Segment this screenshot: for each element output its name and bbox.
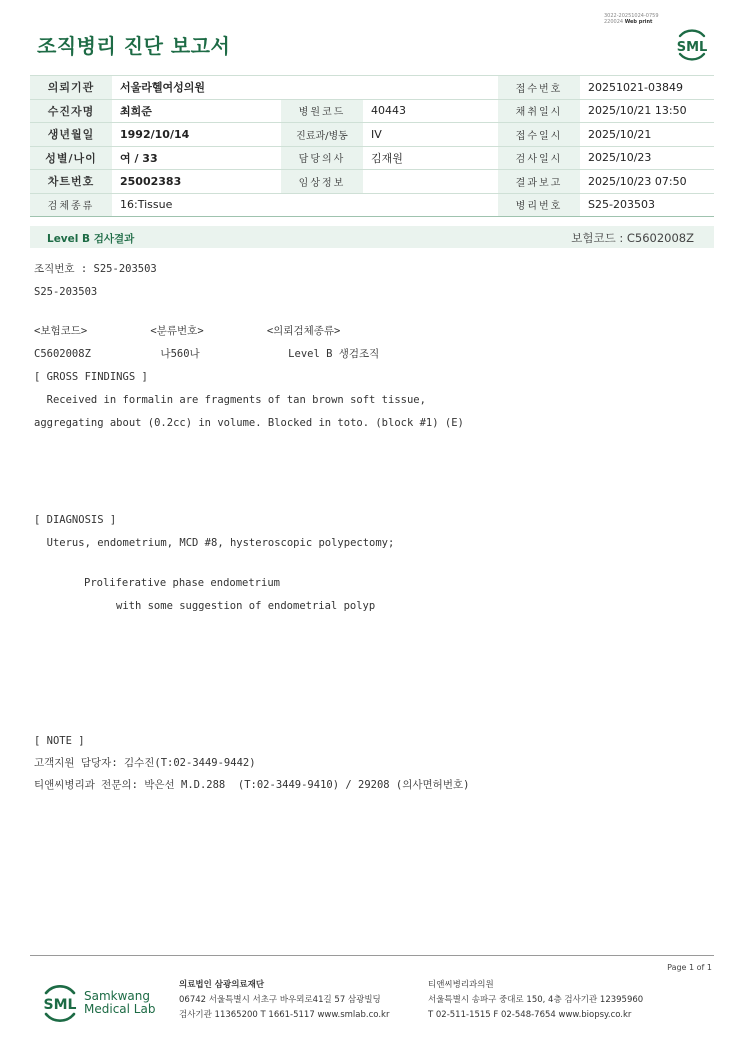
- value-department: IV: [363, 123, 498, 147]
- info-row-birth: [30, 123, 714, 147]
- brand-name-line1: Samkwang: [84, 989, 150, 1003]
- value-birth-date: 1992/10/14: [112, 123, 281, 147]
- value-sex-age: 여 / 33: [112, 146, 281, 170]
- value-clinical-info: [363, 170, 498, 194]
- label-doctor: 담당의사: [281, 146, 363, 170]
- footer-tnc-contact: T 02-511-1515 F 02-548-7654 www.biopsy.co.kr: [428, 1010, 632, 1020]
- footer-samkwang-contact: 검사기관 11365200 T 1661-5117 www.smlab.co.kr: [179, 1010, 390, 1020]
- value-hospital-code: 40443: [363, 99, 498, 123]
- label-pathology-no: 병리번호: [498, 193, 580, 217]
- footer-tnc-address: 서울특별시 송파구 중대로 150, 4층 검사기관 12395960: [428, 995, 644, 1005]
- footer-samkwang-address: 06742 서울특별시 서초구 바우뫼로41길 57 삼광빌딩: [179, 995, 381, 1005]
- label-birth-date: 생년월일: [30, 123, 112, 147]
- tissue-number: S25-203503: [34, 286, 98, 298]
- document-code: [604, 13, 659, 25]
- gross-findings-line2: aggregating about (0.2cc) in volume. Blocked in toto. (block #1) (E): [34, 417, 464, 429]
- footer-tnc-name: 티앤씨병리과의원: [428, 980, 494, 990]
- label-chart-no: 차트번호: [30, 170, 112, 194]
- footer-divider: [30, 955, 714, 956]
- page-title: 조직병리 진단 보고서: [37, 34, 231, 58]
- label-received-date: 접수일시: [498, 123, 580, 147]
- brand-name: [84, 990, 155, 1016]
- patient-info-table: [30, 75, 714, 217]
- value-specimen-type: 16:Tissue: [112, 193, 281, 217]
- section-title: Level B 검사결과: [47, 233, 135, 245]
- value-receipt-no: 20251021-03849: [580, 76, 714, 100]
- gross-findings-title: [ GROSS FINDINGS ]: [34, 371, 148, 383]
- value-chart-no: 25002383: [112, 170, 281, 194]
- note-line-1: 고객지원 담당자: 김수진(T:02-3449-9442): [34, 757, 256, 769]
- value-report-date: 2025/10/23 07:50: [580, 170, 714, 194]
- info-row-sex: [30, 146, 714, 170]
- label-collection-date: 채취일시: [498, 99, 580, 123]
- document-code-line1: 3022-20251024-0759: [604, 13, 659, 19]
- sml-logo: [672, 26, 712, 62]
- diagnosis-line: Uterus, endometrium, MCD #8, hysteroscopic polypectomy;: [34, 537, 395, 549]
- code-headers: <보험코드> <분류번호> <의뢰검체종류>: [34, 325, 341, 337]
- samkwang-logo-text: SML: [43, 997, 77, 1013]
- diagnosis-result-1: Proliferative phase endometrium: [84, 577, 280, 589]
- note-line-2: 티앤씨병리과 전문의: 박은선 M.D.288 (T:02-3449-9410) / 29208 (의사면허번호): [34, 779, 470, 791]
- sml-logo-text: SML: [676, 40, 708, 55]
- page-number: Page 1 of 1: [667, 963, 712, 972]
- info-row-chart: [30, 170, 714, 194]
- footer-samkwang-info: [179, 978, 389, 1023]
- value-received-date: 2025/10/21: [580, 123, 714, 147]
- info-row-patient: [30, 99, 714, 123]
- label-receipt-no: 접수번호: [498, 76, 580, 100]
- label-specimen-type: 검체종류: [30, 193, 112, 217]
- result-section-header: [30, 226, 714, 248]
- value-patient-name: 최희준: [112, 99, 281, 123]
- footer-samkwang-name: 의료법인 삼광의료재단: [179, 980, 265, 990]
- label-sex-age: 성별/나이: [30, 146, 112, 170]
- value-institution: 서울라헬여성의원: [112, 76, 281, 100]
- value-doctor: 김재원: [363, 146, 498, 170]
- note-title: [ NOTE ]: [34, 735, 85, 747]
- tissue-number-line: 조직번호 : S25-203503: [34, 263, 157, 275]
- label-clinical-info: 임상정보: [281, 170, 363, 194]
- label-patient-name: 수진자명: [30, 99, 112, 123]
- label-report-date: 결과보고: [498, 170, 580, 194]
- brand-name-line2: Medical Lab: [84, 1002, 156, 1016]
- value-collection-date: 2025/10/21 13:50: [580, 99, 714, 123]
- info-row-institution: [30, 76, 714, 100]
- insurance-code: 보험코드 : C5602008Z: [571, 231, 694, 245]
- footer-tnc-info: [428, 978, 643, 1023]
- label-hospital-code: 병원코드: [281, 99, 363, 123]
- gross-findings-line1: Received in formalin are fragments of tan brown soft tissue,: [34, 394, 426, 406]
- value-pathology-no: S25-203503: [580, 193, 714, 217]
- label-test-date: 검사일시: [498, 146, 580, 170]
- label-institution: 의뢰기관: [30, 76, 112, 100]
- document-code-line2: 220024 Web print: [604, 19, 653, 25]
- value-test-date: 2025/10/23: [580, 146, 714, 170]
- diagnosis-title: [ DIAGNOSIS ]: [34, 514, 117, 526]
- diagnosis-result-2: with some suggestion of endometrial polyp: [116, 600, 376, 612]
- info-row-specimen: [30, 193, 714, 217]
- label-department: 진료과/병동: [281, 123, 363, 147]
- code-values: C5602008Z 나560나 Level B 생검조직: [34, 348, 380, 360]
- samkwang-logo: [37, 980, 83, 1024]
